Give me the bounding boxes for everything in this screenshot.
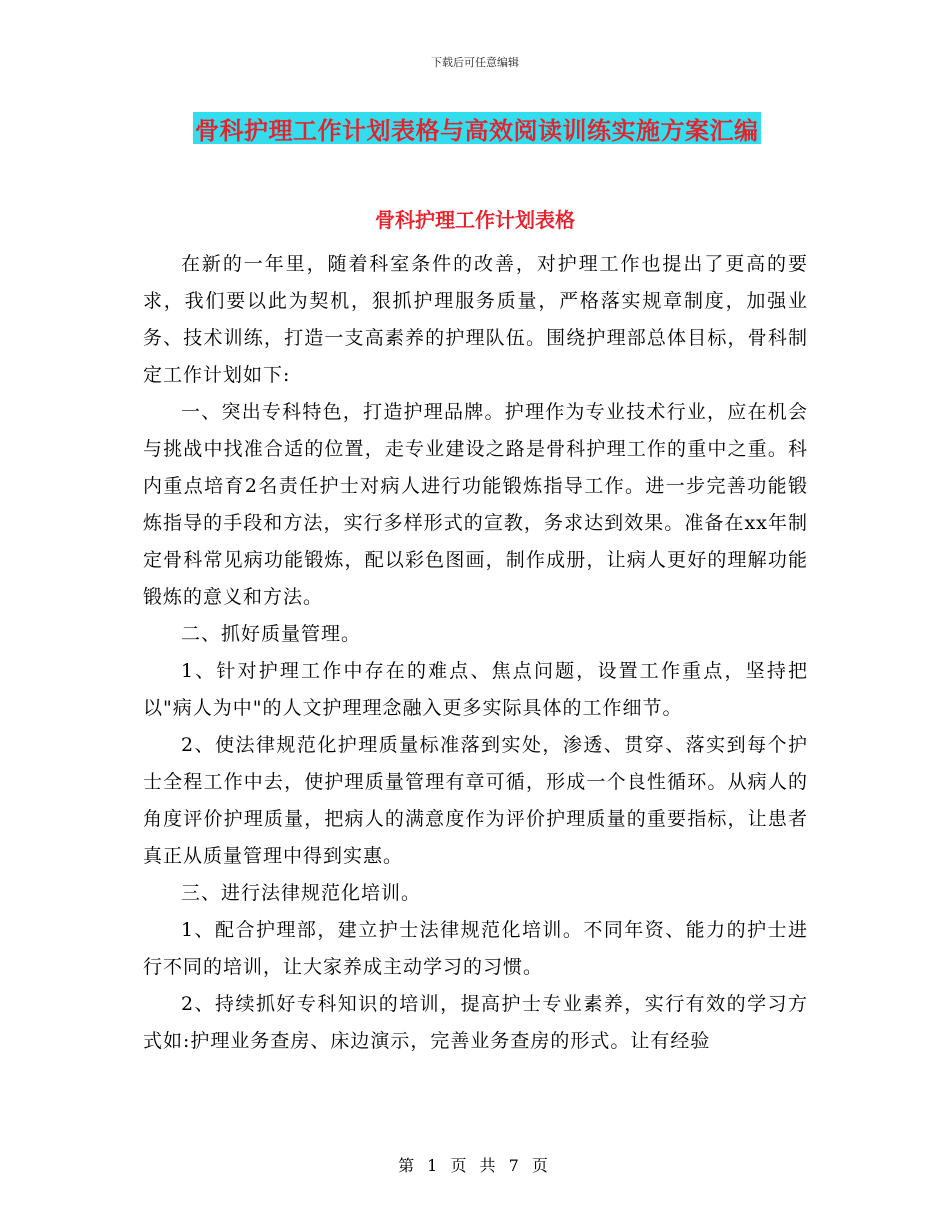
paragraph: 三、进行法律规范化培训。: [181, 882, 422, 904]
paragraph: 一、突出专科特色，打造护理品牌。护理作为专业技术行业，应在机会与挑战中找准合适的位置，走专业建设之路是骨科护理工作的重中之重。科内重点培育2名责任护士对病人进行功能锻炼指导工作。进一步完善功能锻炼指导的手段和方法，实行多样形式的宣教，务求达到效果。准备在xx年制定骨科常见病功能锻炼，配以彩色图画，制作成册，让病人更好的理解功能锻炼的意义和方法。: [143, 401, 808, 608]
section-title: 骨科护理工作计划表格: [375, 208, 575, 232]
paragraph: 1、针对护理工作中存在的难点、焦点问题，设置工作重点，坚持把以"病人为中"的人文护理理念融入更多实际具体的工作细节。: [143, 660, 808, 719]
header-note: 下载后可任意编辑: [431, 56, 519, 69]
paragraph: 2、持续抓好专科知识的培训，提高护士专业素养，实行有效的学习方式如:护理业务查房、床边演示，完善业务查房的形式。让有经验: [143, 993, 808, 1052]
document-body: [143, 246, 808, 1060]
paragraph: 2、使法律规范化护理质量标准落到实处，渗透、贯穿、落实到每个护士全程工作中去，使护理质量管理有章可循，形成一个良性循环。从病人的角度评价护理质量，把病人的满意度作为评价护理质量的重要指标，让患者真正从质量管理中得到实惠。: [143, 734, 808, 867]
paragraph: 二、抓好质量管理。: [181, 623, 362, 645]
main-title: 骨科护理工作计划表格与高效阅读训练实施方案汇编: [195, 116, 759, 145]
paragraph: 1、配合护理部，建立护士法律规范化培训。不同年资、能力的护士进行不同的培训，让大家养成主动学习的习惯。: [143, 919, 808, 978]
paragraph: 在新的一年里，随着科室条件的改善，对护理工作也提出了更高的要求，我们要以此为契机，狠抓护理服务质量，严格落实规章制度，加强业务、技术训练，打造一支高素养的护理队伍。围绕护理部总体目标，骨科制定工作计划如下:: [143, 253, 808, 386]
page-footer: 第 1 页 共 7 页: [398, 1156, 552, 1175]
main-title-highlight: [193, 112, 761, 144]
